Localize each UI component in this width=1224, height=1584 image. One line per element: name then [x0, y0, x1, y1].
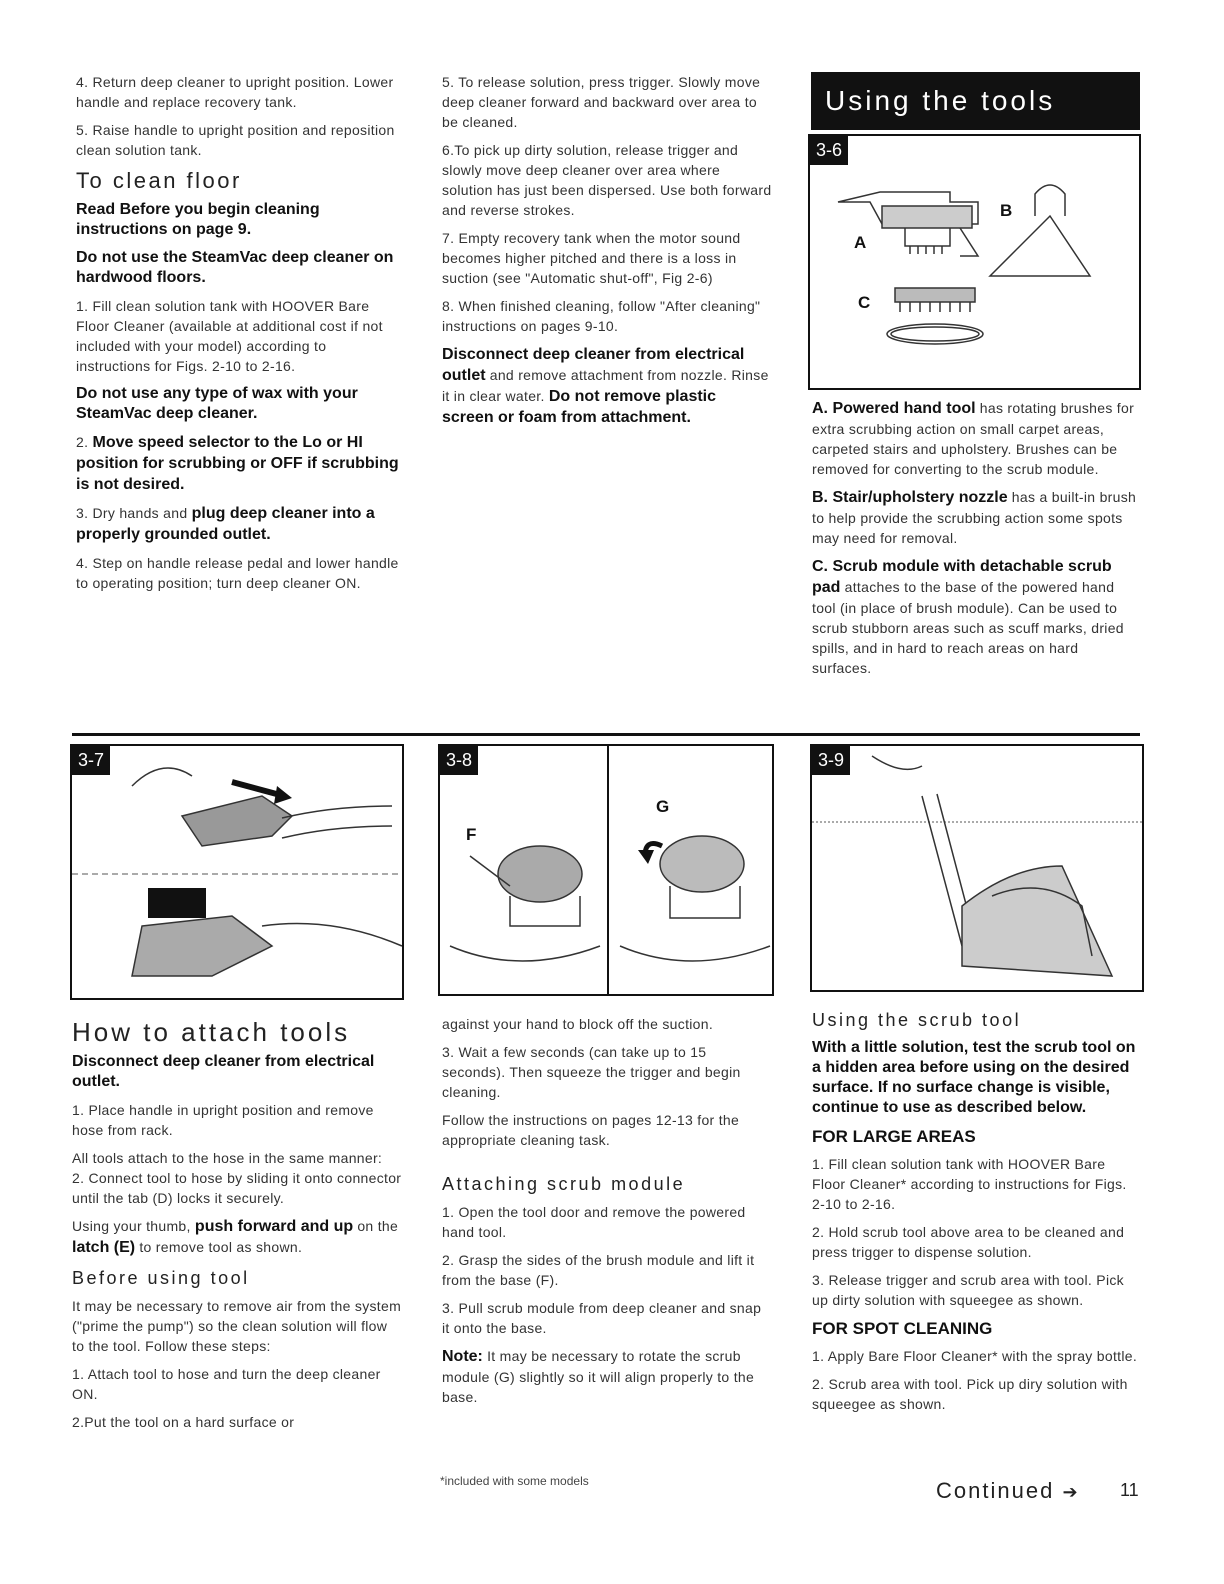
column-1 — [76, 72, 402, 601]
page-number: 11 — [1120, 1480, 1139, 1500]
how-to-attach-heading: How to attach tools — [72, 1017, 351, 1047]
spot-step-1: 1. Apply Bare Floor Cleaner* with the spray bottle. — [812, 1348, 1138, 1364]
figure-3-6 — [808, 134, 1141, 390]
step-5-raise: 5. Raise handle to upright position and reposition clean solution tank. — [76, 122, 395, 158]
step-8-finished: 8. When finished cleaning, follow "After cleaning" instructions on pages 9-10. — [442, 298, 761, 334]
spot-cleaning-heading: FOR SPOT CLEANING — [812, 1319, 993, 1338]
attach-tool-illustration — [72, 746, 402, 998]
continued-label: Continued ➔ — [936, 1478, 1080, 1503]
figure-3-8 — [438, 744, 774, 996]
large-step-1: 1. Fill clean solution tank with HOOVER Bare Floor Cleaner* according to instructions for Figs. 2-10 to 2-16. — [812, 1156, 1127, 1212]
test-scrub-note: With a little solution, test the scrub tool on a hidden area before using on the desired surface. If no surface change is visible, continue to use as described below. — [812, 1039, 1136, 1116]
prime-step-1: 1. Attach tool to hose and turn the deep cleaner ON. — [72, 1366, 381, 1402]
step-5-release: 5. To release solution, press trigger. Slowly move deep cleaner forward and backward over area to be cleaned. — [442, 74, 761, 130]
disconnect-note: Disconnect deep cleaner from electrical outlet and remove attachment from nozzle. Rinse it in clear water. Do not remove plastic screen or foam from attachment. — [442, 346, 769, 426]
scrub-module-desc: C. Scrub module with detachable scrub pad attaches to the base of the powered hand tool (in place of brush module). Can be used to scrub stubborn areas such as scuff marks, dried spills, and in hard to reach areas on hard surfaces. — [812, 558, 1124, 676]
attaching-scrub-heading: Attaching scrub module — [442, 1174, 686, 1194]
large-areas-heading: FOR LARGE AREAS — [812, 1127, 976, 1146]
figure-tag: 3-9 — [812, 746, 850, 775]
figure-3-7 — [70, 744, 404, 1000]
step-6-pickup: 6.To pick up dirty solution, release trigger and slowly move deep cleaner over area where solution has just been dispersed. Use both forward and reverse strokes. — [442, 142, 772, 218]
tools-descriptions — [812, 398, 1140, 686]
large-step-2: 2. Hold scrub tool above area to be cleaned and press trigger to dispense solution. — [812, 1224, 1125, 1260]
section-divider — [72, 733, 1140, 736]
stair-nozzle-desc: B. Stair/upholstery nozzle has a built-in brush to help provide the scrubbing action some spots may need for removal. — [812, 489, 1137, 546]
scrub-module-illustration — [440, 746, 772, 994]
attach-all-tools: All tools attach to the hose in the same manner: — [72, 1150, 383, 1166]
column-2 — [442, 72, 772, 436]
label-c: C — [858, 293, 871, 312]
prime-step-3: 3. Wait a few seconds (can take up to 15 seconds). Then squeeze the trigger and begin cleaning. — [442, 1044, 741, 1100]
bottom-column-2 — [442, 1014, 772, 1415]
before-using-heading: Before using tool — [72, 1268, 250, 1288]
prime-step-2-cont: against your hand to block off the suction. — [442, 1016, 714, 1032]
using-scrub-heading: Using the scrub tool — [812, 1010, 1022, 1030]
label-g: G — [656, 797, 670, 816]
step-4-return: 4. Return deep cleaner to upright position. Lower handle and replace recovery tank. — [76, 74, 394, 110]
using-the-tools-banner: Using the tools — [811, 72, 1140, 130]
label-a: A — [854, 233, 867, 252]
large-step-3: 3. Release trigger and scrub area with tool. Pick up dirty solution with squeegee as shown. — [812, 1272, 1124, 1308]
attach-latch: Using your thumb, push forward and up on the latch (E) to remove tool as shown. — [72, 1218, 399, 1256]
scrub-note: Note: It may be necessary to rotate the scrub module (G) slightly so it will align properly to the base. — [442, 1348, 755, 1405]
attach-step-2: 2. Connect tool to hose by sliding it onto connector until the tab (D) locks it securely. — [72, 1170, 402, 1206]
arrow-right-icon: ➔ — [1062, 1482, 1080, 1502]
prime-step-2: 2.Put the tool on a hard surface or — [72, 1414, 295, 1430]
read-before-note: Read Before you begin cleaning instructions on page 9. — [76, 201, 320, 238]
scrub-step-1: 1. Open the tool door and remove the powered hand tool. — [442, 1204, 746, 1240]
prime-pump: It may be necessary to remove air from the system ("prime the pump") so the clean solution will flow to the tool. Follow these steps: — [72, 1298, 402, 1354]
tools-illustration — [810, 136, 1139, 388]
powered-hand-tool-desc: A. Powered hand tool has rotating brushes for extra scrubbing action on small carpet areas, carpeted stairs and upholstery. Brushes can be removed for converting to the scrub module. — [812, 400, 1135, 477]
step-2-speed: 2. Move speed selector to the Lo or HI position for scrubbing or OFF if scrubbing is not desired. — [76, 434, 399, 493]
scrub-step-2: 2. Grasp the sides of the brush module and lift it from the base (F). — [442, 1252, 755, 1288]
bottom-column-1 — [72, 1016, 402, 1440]
follow-instructions: Follow the instructions on pages 12-13 for the appropriate cleaning task. — [442, 1112, 740, 1148]
hardwood-warning: Do not use the SteamVac deep cleaner on hardwood floors. — [76, 249, 394, 286]
scrub-tool-use-illustration — [812, 746, 1142, 990]
wax-warning: Do not use any type of wax with your SteamVac deep cleaner. — [76, 385, 358, 422]
figure-tag: 3-7 — [72, 746, 110, 775]
to-clean-floor-heading: To clean floor — [76, 168, 242, 193]
label-b: B — [1000, 201, 1013, 220]
step-3-plug: 3. Dry hands and plug deep cleaner into a properly grounded outlet. — [76, 505, 375, 543]
scrub-step-3: 3. Pull scrub module from deep cleaner and snap it onto the base. — [442, 1300, 762, 1336]
disconnect-warning: Disconnect deep cleaner from electrical outlet. — [72, 1053, 375, 1090]
label-f: F — [466, 825, 477, 844]
footnote: *included with some models — [440, 1474, 589, 1488]
bottom-column-3 — [812, 1008, 1142, 1422]
spot-step-2: 2. Scrub area with tool. Pick up diry solution with squeegee as shown. — [812, 1376, 1128, 1412]
figure-tag: 3-8 — [440, 746, 478, 775]
attach-step-1: 1. Place handle in upright position and remove hose from rack. — [72, 1102, 374, 1138]
step-4-pedal: 4. Step on handle release pedal and lower handle to operating position; turn deep cleaner ON. — [76, 555, 399, 591]
step-1-fill: 1. Fill clean solution tank with HOOVER Bare Floor Cleaner (available at additional cost if not included with your model) according to instructions for Figs. 2-10 to 2-16. — [76, 298, 383, 374]
figure-3-9 — [810, 744, 1144, 992]
step-7-empty: 7. Empty recovery tank when the motor sound becomes higher pitched and there is a loss in suction (see "Automatic shut-off", Fig 2-6) — [442, 230, 741, 286]
figure-tag: 3-6 — [810, 136, 848, 165]
